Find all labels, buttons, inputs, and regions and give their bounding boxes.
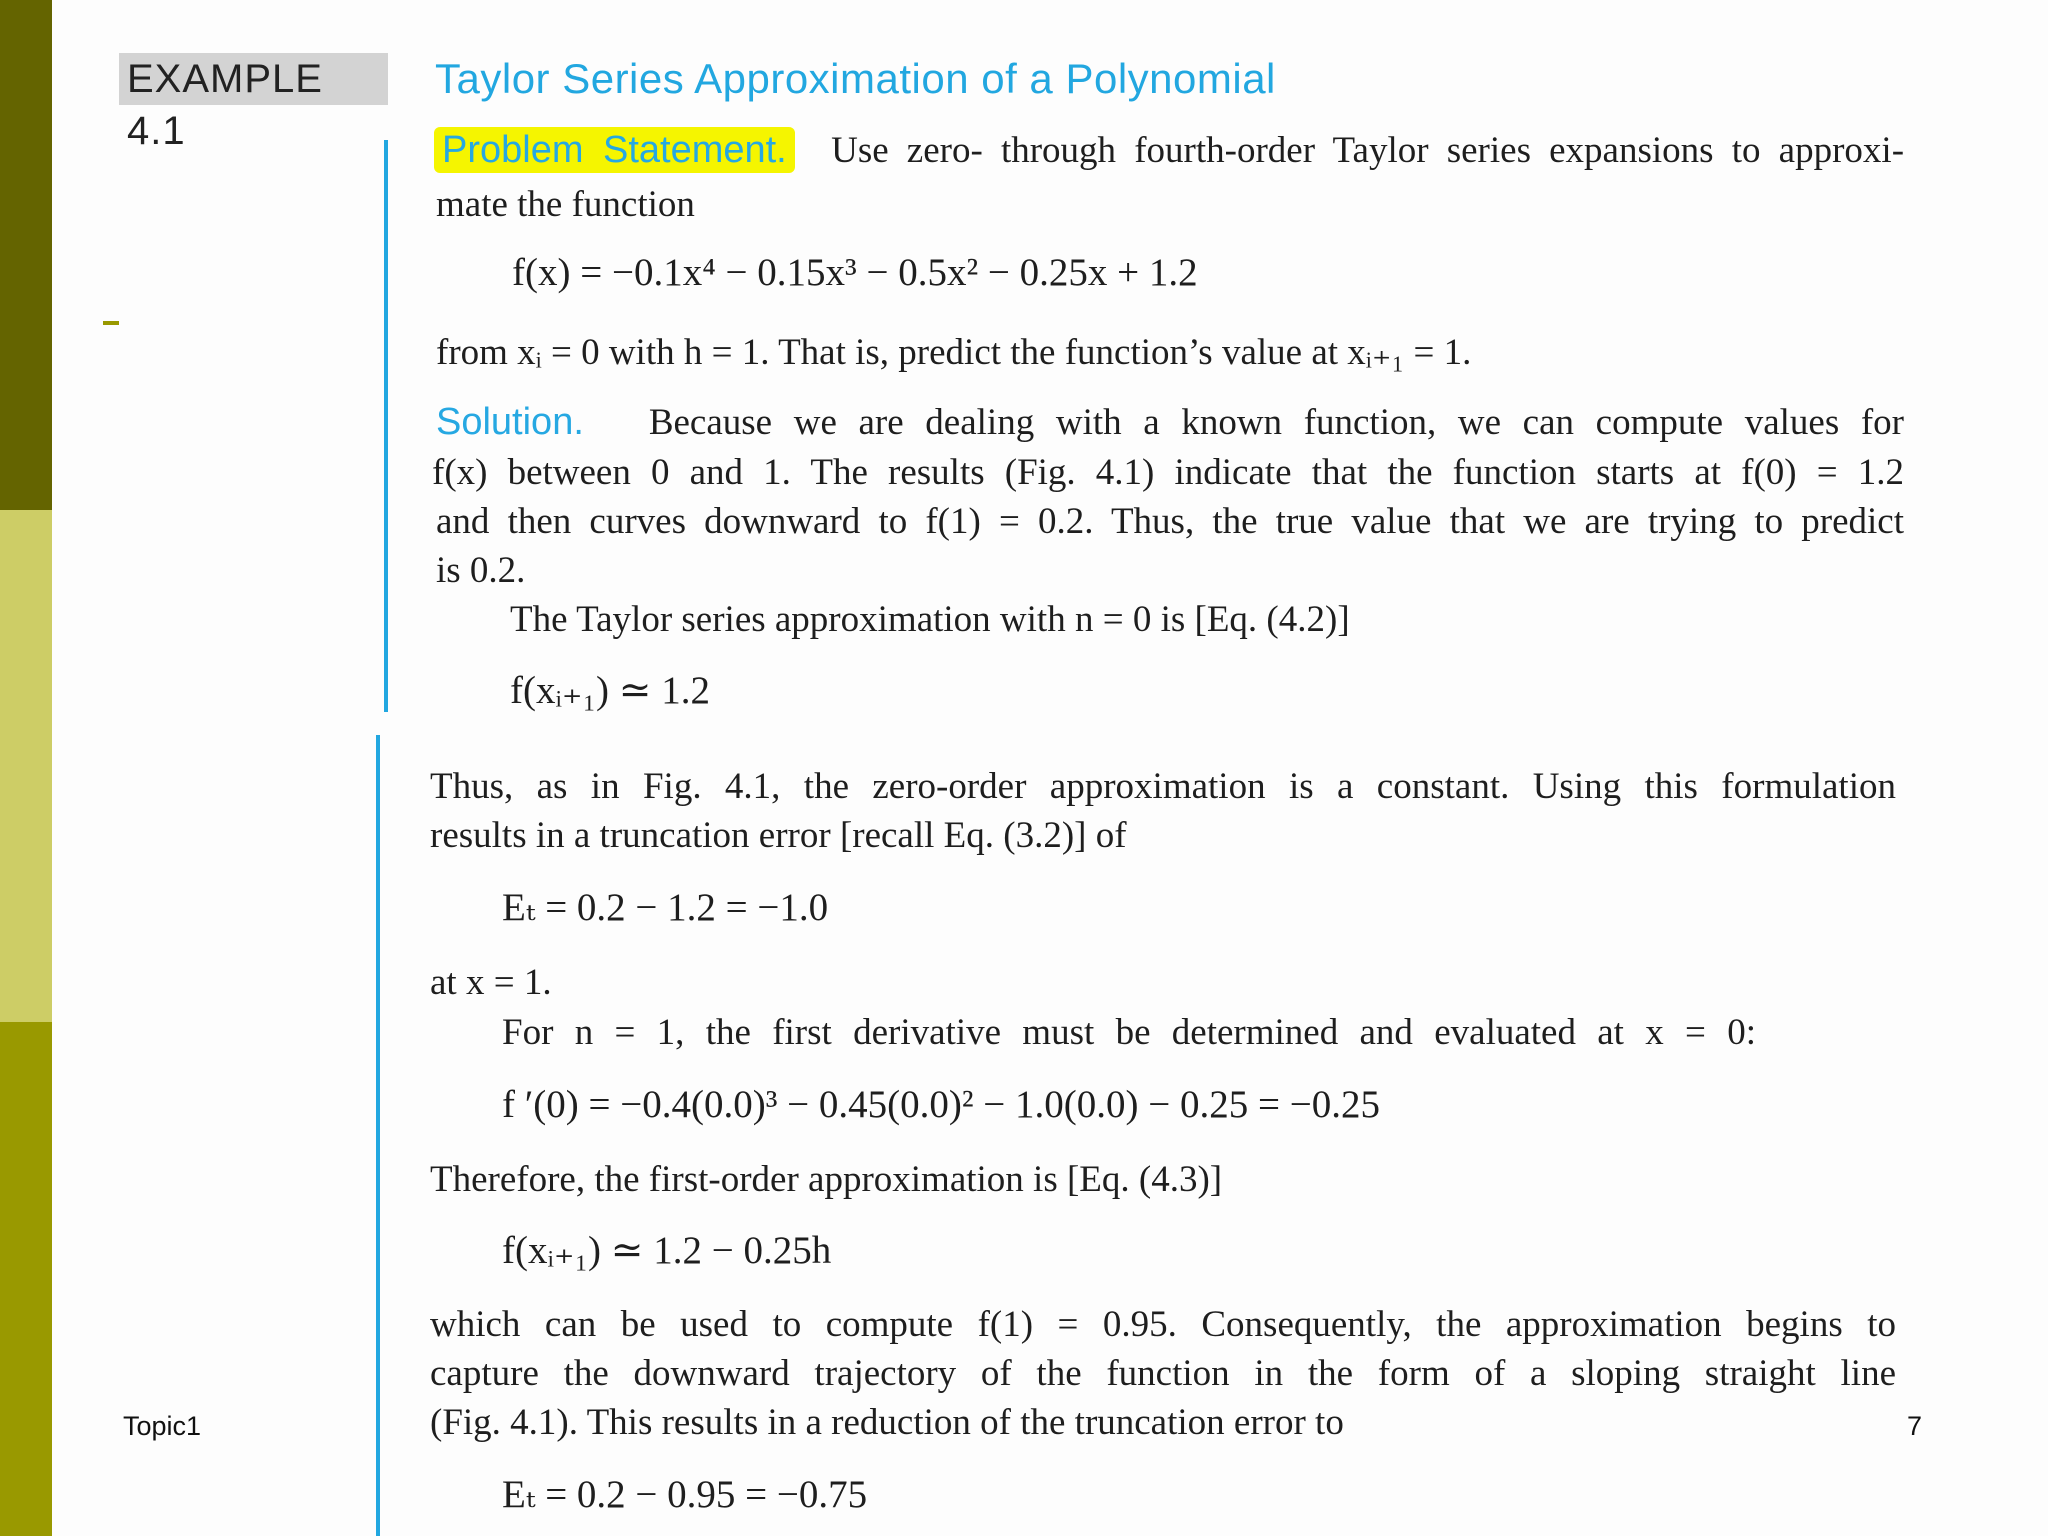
zero-order-line-1: Thus, as in Fig. 4.1, the zero-order approximation is a constant. Using this formulation — [430, 766, 1896, 807]
at-x-line: at x = 1. — [430, 962, 552, 1003]
solution-line-3: and then curves downward to f(1) = 0.2. Thus, the true value that we are trying to predict — [436, 501, 1904, 542]
example-label: EXAMPLE 4.1 — [119, 53, 388, 105]
footer-topic: Topic1 — [123, 1411, 202, 1441]
consequence-line-2: capture the downward trajectory of the function in the form of a sloping straight line — [430, 1353, 1896, 1394]
solution-label: Solution. — [436, 401, 584, 443]
solution-line-2: f(x) between 0 and 1. The results (Fig. 4.1) indicate that the function starts at f(0) = 1.2 — [432, 452, 1904, 493]
problem-statement-label: Problem Statement. — [434, 127, 795, 173]
n0-intro: The Taylor series approximation with n = 0 is [Eq. (4.2)] — [510, 599, 1350, 640]
decor-band-middle — [0, 510, 52, 1022]
consequence-line-3: (Fig. 4.1). This results in a reduction of the truncation error to — [430, 1402, 1344, 1443]
decor-band-top — [0, 0, 52, 510]
derivative-equation: f ′(0) = −0.4(0.0)³ − 0.45(0.0)² − 1.0(0.0) − 0.25 = −0.25 — [502, 1083, 1381, 1126]
problem-text-line1: Use zero- through fourth-order Taylor series expansions to approxi- — [831, 130, 1905, 171]
section-rule-top — [384, 140, 388, 712]
n0-equation: f(xᵢ₊₁) ≃ 1.2 — [510, 669, 710, 712]
consequence-line-1: which can be used to compute f(1) = 0.95. Consequently, the approximation begins to — [430, 1304, 1896, 1345]
solution-text-line1: Because we are dealing with a known function, we can compute values for — [648, 402, 1905, 443]
n1-intro: For n = 1, the first derivative must be determined and evaluated at x = 0: — [502, 1012, 1756, 1053]
problem-text-line2: mate the function — [436, 184, 695, 225]
page-number: 7 — [1907, 1411, 1923, 1441]
solution-line-4: is 0.2. — [436, 550, 526, 591]
zero-order-line-2: results in a truncation error [recall Eq. (3.2)] of — [430, 815, 1127, 856]
truncation-error-1: Eₜ = 0.2 − 0.95 = −0.75 — [502, 1473, 868, 1516]
truncation-error-0: Eₜ = 0.2 − 1.2 = −1.0 — [502, 886, 829, 929]
function-equation: f(x) = −0.1x⁴ − 0.15x³ − 0.5x² − 0.25x + 1.2 — [512, 251, 1198, 294]
accent-dash — [103, 321, 119, 325]
n1-equation: f(xᵢ₊₁) ≃ 1.2 − 0.25h — [502, 1229, 832, 1272]
example-title: Taylor Series Approximation of a Polynomial — [435, 55, 1276, 102]
first-order-intro: Therefore, the first-order approximation is [Eq. (4.3)] — [430, 1159, 1223, 1200]
section-rule-bottom — [376, 735, 380, 1536]
from-line: from xᵢ = 0 with h = 1. That is, predict the function’s value at xᵢ₊₁ = 1. — [436, 332, 1472, 373]
decor-band-bottom — [0, 1022, 52, 1536]
